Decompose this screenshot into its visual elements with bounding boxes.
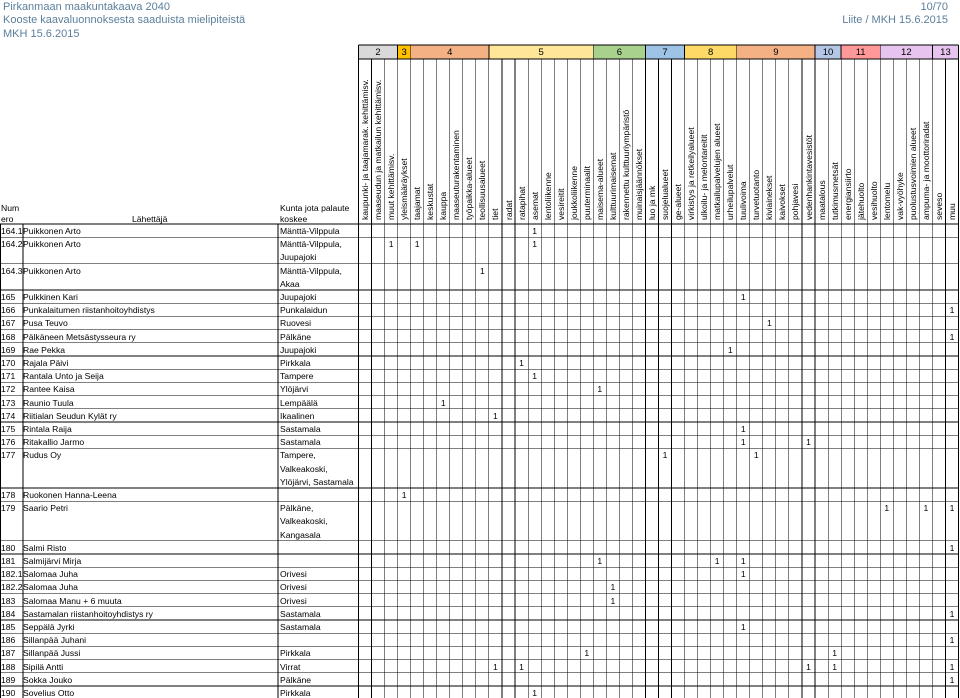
row-municipality: Pirkkala	[280, 648, 311, 659]
row-mark: 1	[480, 265, 485, 276]
row-mark: 1	[610, 582, 616, 593]
column-header-10: teollisuusalueet	[477, 160, 488, 220]
row-municipality: Punkalaidun	[280, 305, 328, 316]
row-number: 190	[1, 688, 16, 698]
row-sender: Seppälä Jyrki	[23, 622, 75, 632]
column-header-32: kiviainekset	[764, 175, 775, 220]
column-header-34: pohjavesi	[790, 183, 801, 220]
row-municipality: Tampere	[280, 371, 314, 382]
row-number: 170	[1, 358, 16, 368]
row-number: 168	[1, 331, 16, 342]
row-mark: 1	[949, 305, 955, 316]
row-sender: Pälkäneen Metsästysseura ry	[23, 331, 136, 342]
group-number-8: 8	[708, 46, 714, 58]
row-sender: Riitialan Seudun Kylät ry	[23, 410, 117, 421]
row-sender: Rintala Raija	[23, 424, 72, 434]
row-number: 165	[1, 292, 16, 302]
column-header-27: ulkoilu- ja melontareitit	[699, 134, 710, 220]
row-number: 174	[1, 410, 16, 421]
row-municipality: Juupajoki	[280, 344, 317, 355]
column-header-39: jätehuolto	[855, 182, 866, 220]
document-title: Pirkanmaan maakuntakaava 2040	[3, 1, 170, 13]
appendix-label: Liite / MKH 15.6.2015	[842, 14, 948, 26]
row-mark: 1	[388, 239, 394, 250]
row-sender: Salmijärvi Mirja	[23, 556, 82, 566]
column-header-9: työpaikka-alueet	[464, 157, 475, 220]
row-number: 189	[1, 674, 16, 685]
row-sender: Punkalaitumen riistanhoitoyhdistys	[23, 305, 155, 316]
row-sender: Rantee Kaisa	[23, 384, 75, 395]
row-number: 164.2	[1, 239, 23, 250]
row-mark: 1	[740, 622, 746, 632]
row-sender: Salmi Risto	[23, 542, 67, 553]
row-sender: Puikkonen Arto	[23, 239, 81, 250]
column-header-29: urheilupalvelut	[725, 164, 736, 220]
row-sender: Salomaa Juha	[23, 582, 78, 593]
column-header-46: muu	[946, 203, 957, 220]
municipality-header: Kunta jota palaute	[280, 203, 350, 213]
row-mark: 1	[493, 661, 498, 672]
row-sender: Pusa Teuvo	[23, 318, 68, 329]
row-mark: 1	[532, 226, 537, 236]
row-mark: 1	[662, 450, 668, 461]
row-municipality: Orivesi	[280, 595, 307, 606]
row-sender: Puikkonen Arto	[23, 226, 81, 236]
row-number: 164.3	[1, 265, 23, 276]
row-mark: 1	[532, 371, 537, 382]
group-number-3: 3	[401, 46, 407, 58]
row-municipality: Sastamala	[280, 424, 321, 434]
row-mark: 1	[519, 661, 524, 672]
row-sender: Ritakallio Jarmo	[23, 437, 85, 448]
row-mark: 1	[949, 331, 955, 342]
row-municipality: Sastamala	[280, 608, 321, 619]
column-header-31: turvetuotanto	[751, 169, 762, 220]
row-mark: 1	[740, 292, 746, 302]
row-number: 183	[1, 595, 16, 606]
num-header: Num	[1, 203, 20, 213]
row-mark: 1	[493, 410, 498, 421]
column-header-20: kulttuurimaisemat	[607, 152, 618, 220]
row-municipality: Kangasala	[280, 529, 321, 540]
row-mark: 1	[532, 688, 537, 698]
row-mark: 1	[766, 318, 772, 329]
row-municipality: Ylöjärvi	[280, 384, 309, 395]
row-municipality: Pirkkala	[280, 688, 311, 698]
row-sender: Rae Pekka	[23, 344, 66, 355]
group-number-12: 12	[901, 46, 912, 58]
row-sender: Sillanpää Juhani	[23, 635, 87, 646]
group-number-2: 2	[375, 46, 381, 58]
column-header-12: radat	[503, 200, 514, 220]
row-municipality: Juupajoki	[280, 292, 317, 302]
row-number: 175	[1, 424, 16, 434]
column-header-16: vesireitit	[555, 188, 566, 220]
group-number-11: 11	[855, 46, 866, 58]
row-sender: Pulkkinen Kari	[23, 292, 78, 302]
row-municipality: Orivesi	[280, 569, 307, 580]
column-header-8: maaseuturakentaminen	[451, 130, 462, 220]
row-mark: 1	[401, 490, 407, 500]
row-mark: 1	[597, 384, 603, 395]
row-sender: Ruokonen Hanna-Leena	[23, 490, 117, 500]
municipality-header-2: koskee	[280, 214, 308, 224]
row-municipality: Akaa	[280, 278, 300, 289]
column-header-37: tutkimusmetsät	[829, 162, 840, 220]
column-header-42: vak-vyöhyke	[894, 172, 905, 220]
group-number-6: 6	[616, 46, 623, 58]
group-number-13: 13	[940, 46, 951, 58]
row-mark: 1	[727, 344, 733, 355]
column-header-33: kaivokset	[777, 184, 788, 220]
column-header-25: ge-alueet	[673, 184, 684, 220]
column-header-11: tiet	[490, 208, 501, 220]
row-mark: 1	[753, 450, 759, 461]
row-number: 167	[1, 318, 16, 329]
row-mark: 1	[414, 239, 420, 250]
column-header-28: matkailupalvelujen alueet	[712, 123, 723, 220]
row-sender: Rudus Oy	[23, 450, 62, 461]
column-header-40: vesihuolto	[868, 181, 879, 220]
column-header-41: lentomelu	[881, 182, 892, 220]
row-number: 172	[1, 384, 16, 395]
row-sender: Salomaa Juha	[23, 569, 78, 580]
row-mark: 1	[949, 661, 955, 672]
row-mark: 1	[740, 569, 746, 580]
group-number-9: 9	[773, 46, 779, 58]
column-header-35: vedenhankintavesistöt	[803, 134, 814, 220]
row-sender: Sovelius Otto	[23, 688, 75, 698]
row-number: 173	[1, 397, 16, 408]
row-municipality: Mänttä-Vilppula,	[280, 265, 342, 276]
row-number: 187	[1, 648, 16, 659]
column-header-22: muinaisjäännökset	[633, 148, 644, 220]
row-mark: 1	[806, 661, 811, 672]
row-number: 169	[1, 344, 16, 355]
row-number: 182.2	[1, 582, 23, 593]
row-sender: Sillanpää Jussi	[23, 648, 81, 659]
column-header-26: virkistys ja retkeilyalueet	[686, 127, 697, 220]
column-header-23: luo ja mk	[646, 185, 657, 220]
row-municipality: Pirkkala	[280, 358, 311, 368]
column-header-44: ampuma- ja moottoriradat	[920, 121, 931, 220]
column-header-7: kauppa	[438, 191, 449, 220]
row-mark: 1	[740, 556, 746, 566]
row-number: 164.1	[1, 226, 23, 236]
row-mark: 1	[806, 437, 811, 448]
group-number-4: 4	[447, 46, 453, 58]
row-municipality: Ylöjärvi, Sastamala	[280, 476, 354, 487]
row-number: 179	[1, 503, 16, 514]
column-header-6: keskustat	[425, 183, 436, 220]
row-number: 184	[1, 608, 16, 619]
row-mark: 1	[532, 239, 537, 250]
row-sender: Salomaa Manu + 6 muuta	[23, 595, 122, 606]
row-number: 176	[1, 437, 16, 448]
column-header-24: suojelualueet	[660, 169, 671, 220]
column-header-14: asemat	[529, 191, 540, 220]
row-number: 188	[1, 661, 16, 672]
column-header-21: rakennettu kulttuuriympäristö	[620, 109, 631, 220]
group-number-7: 7	[662, 46, 668, 58]
row-mark: 1	[714, 556, 720, 566]
column-header-43: puolustusvoimien alueet	[907, 127, 918, 220]
row-municipality: Pälkäne	[280, 674, 312, 685]
row-number: 186	[1, 635, 16, 646]
row-number: 180	[1, 542, 16, 553]
row-mark: 1	[610, 595, 616, 606]
row-number: 182.1	[1, 569, 23, 580]
column-header-5: taajamat	[412, 187, 423, 220]
row-number: 171	[1, 371, 16, 382]
row-municipality: Pälkäne	[280, 331, 312, 342]
row-municipality: Tampere,	[280, 450, 316, 461]
page-number: 10/70	[920, 1, 948, 13]
row-mark: 1	[584, 648, 590, 659]
row-municipality: Sastamala	[280, 437, 321, 448]
row-mark: 1	[949, 608, 955, 619]
document-subtitle: Kooste kaavaluonnoksesta saaduista mielipiteistä	[3, 14, 246, 26]
row-mark: 1	[949, 542, 955, 553]
column-header-38: energiansiirto	[842, 168, 853, 220]
row-sender: Sokka Jouko	[23, 674, 73, 685]
row-sender: Sastamalan riistanhoitoyhdistys ry	[23, 608, 153, 619]
row-mark: 1	[519, 358, 524, 368]
row-municipality: Ruovesi	[280, 318, 312, 329]
column-header-4: yleismääräykset	[399, 158, 410, 220]
row-mark: 1	[832, 661, 837, 672]
row-municipality: Juupajoki	[280, 252, 317, 263]
row-municipality: Sastamala	[280, 622, 321, 632]
row-number: 177	[1, 450, 16, 461]
column-header-15: lentoliikenne	[542, 172, 553, 220]
row-sender: Puikkonen Arto	[23, 265, 81, 276]
row-mark: 1	[923, 503, 929, 514]
row-mark: 1	[740, 424, 746, 434]
column-header-18: puuterminaalit	[581, 166, 592, 220]
row-number: 185	[1, 622, 16, 632]
row-municipality: Ikaalinen	[280, 410, 315, 421]
column-header-2: maaseudun ja matkailun kehittämisv.	[373, 79, 384, 220]
row-number: 178	[1, 490, 16, 500]
column-header-13: ratapihat	[516, 186, 527, 220]
row-municipality: Valkeakoski,	[280, 516, 328, 527]
sender-header: Lähettäjä	[132, 214, 168, 224]
num-header-2: ero	[1, 214, 14, 224]
row-number: 181	[1, 556, 16, 566]
row-municipality: Mänttä-Vilppula	[280, 226, 340, 236]
column-header-3: muut kehittämisv.	[386, 153, 397, 220]
row-sender: Sipilä Antti	[23, 661, 64, 672]
document-date: MKH 15.6.2015	[3, 28, 80, 40]
column-header-45: seveso	[933, 192, 944, 220]
column-header-30: tuulivoima	[738, 181, 749, 220]
row-municipality: Pälkäne,	[280, 503, 314, 514]
row-sender: Rantala Unto ja Seija	[23, 371, 104, 382]
column-header-19: maisema-alueet	[594, 158, 605, 220]
row-municipality: Virrat	[280, 661, 301, 672]
row-municipality: Orivesi	[280, 582, 307, 593]
row-municipality: Mänttä-Vilppula,	[280, 239, 342, 250]
group-number-10: 10	[822, 46, 834, 58]
row-mark: 1	[884, 503, 890, 514]
row-municipality: Valkeakoski,	[280, 463, 328, 474]
row-number: 166	[1, 305, 16, 316]
row-mark: 1	[832, 648, 837, 659]
row-mark: 1	[440, 397, 446, 408]
row-mark: 1	[949, 503, 955, 514]
column-header-17: joukkoliikenne	[568, 166, 579, 220]
row-sender: Rajala Päivi	[23, 358, 69, 368]
row-mark: 1	[949, 635, 955, 646]
row-mark: 1	[949, 674, 955, 685]
row-mark: 1	[740, 437, 746, 448]
column-header-1: kaupunki- ja taajamarak. kehittämisv.	[360, 79, 371, 220]
row-sender: Raunio Tuula	[23, 397, 74, 408]
group-number-5: 5	[538, 46, 544, 58]
column-header-36: maatalous	[816, 180, 827, 220]
row-sender: Saario Petri	[23, 503, 68, 514]
row-municipality: Lempäälä	[280, 397, 318, 408]
row-mark: 1	[597, 556, 603, 566]
